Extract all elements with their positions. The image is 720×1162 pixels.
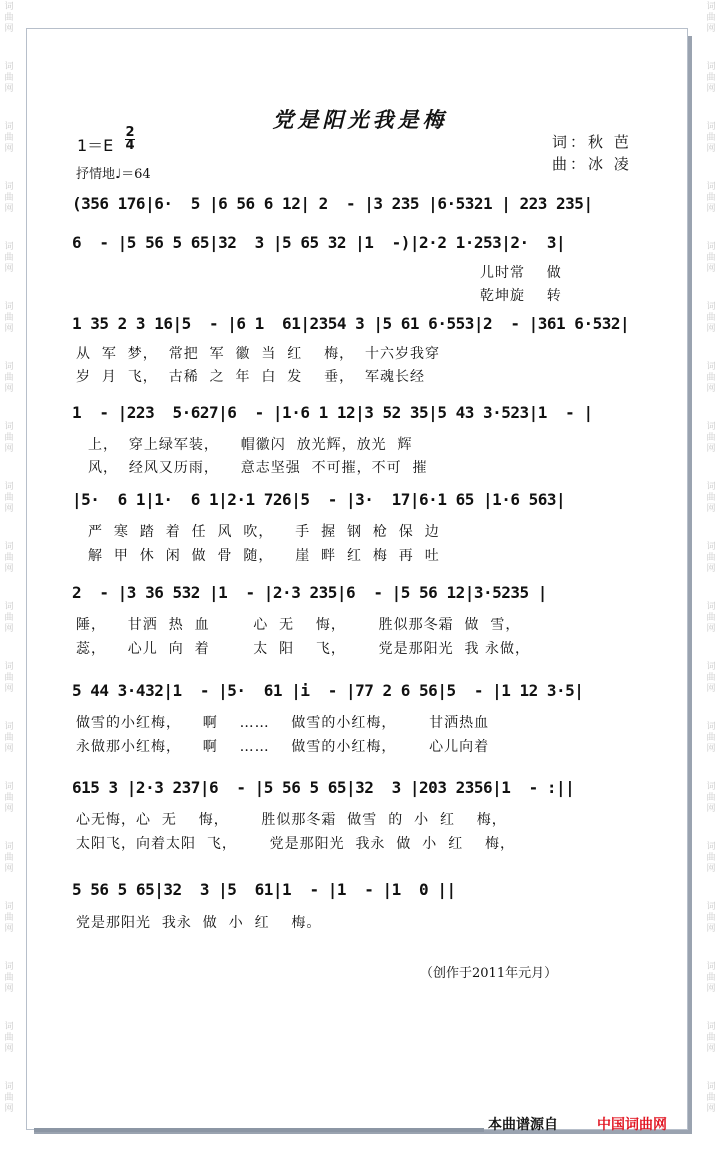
watermark-char: 网 [4,84,14,94]
watermark-char: 曲 [706,553,716,563]
watermark-block [4,302,13,335]
watermark-char: 词 [4,842,14,852]
score-row-3-notes: 1 35 2 3 16|5 - |6 1 61|2354 3 |5 61 6·553|2 - |361 6·532| [72,314,630,333]
watermark-block [4,1022,13,1055]
score-row-2-lyric-1: 儿时常 做 [480,265,562,281]
watermark-char: 曲 [706,493,716,503]
watermark-char: 词 [4,542,14,552]
watermark-block [4,902,13,935]
watermark-char: 词 [4,422,14,432]
watermark-char: 词 [706,962,716,972]
watermark-char: 曲 [706,313,716,323]
watermark-char: 曲 [4,733,14,743]
watermark-char: 曲 [706,1093,716,1103]
watermark-block [4,482,13,515]
footer-divider [34,1128,484,1132]
watermark-block [706,62,715,95]
watermark-char: 曲 [4,193,14,203]
watermark-char: 网 [4,1044,14,1054]
watermark-strip-left [1,0,17,1162]
watermark-char: 曲 [706,13,716,23]
watermark-char: 词 [706,602,716,612]
watermark-char: 词 [4,1022,14,1032]
watermark-block [706,962,715,995]
score-row-2-notes: 6 - |5 56 5 65|32 3 |5 65 32 |1 -)|2·2 1·253|2· 3| [72,233,566,252]
watermark-block [706,782,715,815]
watermark-block [4,362,13,395]
footer-site-name: 中国词曲网 [597,1117,667,1133]
watermark-char: 曲 [4,373,14,383]
score-row-7-notes: 5 44 3·432|1 - |5· 61 |i - |77 2 6 56|5 - |1 12 3·5| [72,681,584,700]
watermark-block [4,242,13,275]
watermark-char: 曲 [4,553,14,563]
watermark-char: 词 [706,302,716,312]
watermark-char: 词 [706,62,716,72]
watermark-char: 网 [4,264,14,274]
watermark-char: 网 [706,384,716,394]
watermark-block [4,542,13,575]
watermark-char: 曲 [4,913,14,923]
watermark-char: 网 [706,924,716,934]
watermark-char: 曲 [706,613,716,623]
watermark-block [4,842,13,875]
watermark-block [706,302,715,335]
watermark-char: 网 [4,744,14,754]
watermark-char: 词 [706,782,716,792]
watermark-block [4,422,13,455]
watermark-char: 词 [706,362,716,372]
watermark-char: 词 [706,122,716,132]
watermark-char: 词 [706,182,716,192]
watermark-char: 词 [706,482,716,492]
watermark-block [4,782,13,815]
watermark-block [706,902,715,935]
score-row-5-lyric-2: 解 甲 休 闲 做 骨 随， 崖 畔 红 梅 再 吐 [88,548,440,564]
watermark-char: 词 [706,902,716,912]
watermark-char: 网 [706,1044,716,1054]
watermark-char: 曲 [4,13,14,23]
watermark-block [706,842,715,875]
watermark-char: 词 [4,362,14,372]
watermark-char: 曲 [4,253,14,263]
time-signature-bottom: 4 [125,138,135,153]
score-row-7-lyric-1: 做雪的小红梅， 啊 …… 做雪的小红梅， 甘洒热血 [76,715,490,731]
watermark-block [4,962,13,995]
watermark-block [4,62,13,95]
watermark-block [706,182,715,215]
watermark-char: 曲 [706,373,716,383]
watermark-char: 网 [4,804,14,814]
watermark-char: 曲 [706,253,716,263]
watermark-char: 曲 [4,433,14,443]
tempo-marking [76,163,151,182]
composer-credit: 曲：冰 凌 [552,155,632,173]
watermark-char: 词 [4,62,14,72]
watermark-char: 词 [4,902,14,912]
watermark-char: 网 [706,24,716,34]
watermark-block [4,602,13,635]
watermark-char: 曲 [4,793,14,803]
watermark-char: 网 [706,84,716,94]
watermark-char: 曲 [706,793,716,803]
watermark-char: 曲 [4,73,14,83]
watermark-char: 网 [4,444,14,454]
score-row-6-lyric-2: 蕊， 心儿 向 着 太 阳 飞， 党是那阳光 我 永做， [76,641,530,657]
watermark-char: 词 [4,182,14,192]
watermark-char: 曲 [706,433,716,443]
score-row-7-lyric-2: 永做那小红梅， 啊 …… 做雪的小红梅， 心儿向着 [76,739,490,755]
watermark-char: 词 [4,1082,14,1092]
watermark-char: 词 [706,2,716,12]
watermark-char: 曲 [4,493,14,503]
watermark-char: 网 [4,504,14,514]
watermark-char: 词 [706,242,716,252]
watermark-char: 网 [4,864,14,874]
score-row-8-notes: 615 3 |2·3 237|6 - |5 56 5 65|32 3 |203 2356|1 - :|| [72,778,575,797]
watermark-char: 曲 [4,1033,14,1043]
watermark-char: 词 [4,122,14,132]
key-signature: 1＝E [77,136,114,155]
watermark-char: 词 [706,662,716,672]
score-row-5-notes: |5· 6 1|1· 6 1|2·1 726|5 - |3· 17|6·1 65 |1·6 563| [72,490,566,509]
watermark-char: 曲 [706,193,716,203]
watermark-char: 曲 [706,913,716,923]
watermark-char: 网 [4,684,14,694]
score-row-3-lyric-1: 从 军 梦， 常把 军 徽 当 红 梅， 十六岁我穿 [76,346,441,362]
score-row-8-lyric-2: 太阳飞，向着太阳 飞， 党是那阳光 我永 做 小 红 梅， [76,836,516,852]
time-signature [124,127,136,152]
watermark-char: 词 [706,722,716,732]
watermark-char: 曲 [706,973,716,983]
score-row-6-lyric-1: 陲， 甘洒 热 血 心 无 悔， 胜似那冬霜 做 雪， [76,617,521,633]
watermark-block [4,2,13,35]
watermark-char: 词 [4,482,14,492]
watermark-char: 网 [4,924,14,934]
watermark-char: 曲 [706,733,716,743]
watermark-char: 词 [706,842,716,852]
watermark-char: 网 [4,324,14,334]
watermark-char: 网 [706,444,716,454]
watermark-char: 词 [4,782,14,792]
watermark-char: 曲 [4,973,14,983]
watermark-char: 网 [706,324,716,334]
watermark-char: 曲 [4,313,14,323]
watermark-char: 词 [4,962,14,972]
score-row-4-lyric-1: 上， 穿上绿军装， 帽徽闪 放光辉，放光 辉 [88,437,413,453]
footer-source-label: 本曲谱源自 [488,1117,558,1133]
tempo-text: 抒情地 [76,167,116,182]
watermark-char: 网 [4,624,14,634]
watermark-char: 网 [4,384,14,394]
watermark-char: 网 [706,504,716,514]
watermark-char: 词 [4,602,14,612]
lyricist-credit: 词：秋 芭 [552,133,632,151]
watermark-char: 曲 [4,133,14,143]
watermark-block [706,482,715,515]
watermark-char: 网 [706,804,716,814]
watermark-char: 网 [706,204,716,214]
score-row-5-lyric-1: 严 寒 踏 着 任 风 吹， 手 握 钢 枪 保 边 [88,524,440,540]
watermark-block [706,242,715,275]
watermark-block [4,182,13,215]
score-row-2-lyric-2: 乾坤旋 转 [480,288,562,304]
score-row-4-lyric-2: 风， 经风又历雨， 意志坚强 不可摧，不可 摧 [88,460,428,476]
watermark-strip-right [703,0,719,1162]
watermark-char: 网 [4,204,14,214]
time-signature-top: 2 [125,125,135,140]
watermark-block [706,662,715,695]
watermark-char: 词 [4,302,14,312]
watermark-char: 网 [706,144,716,154]
song-title: 党是阳光我是梅 [272,107,448,132]
watermark-char: 曲 [4,853,14,863]
score-row-9-lyric-1: 党是那阳光 我永 做 小 红 梅。 [76,915,322,931]
watermark-char: 词 [4,722,14,732]
watermark-char: 词 [706,422,716,432]
score-row-4-notes: 1 - |223 5·627|6 - |1·6 1 12|3 52 35|5 43 3·523|1 - | [72,403,593,422]
watermark-char: 词 [706,542,716,552]
watermark-char: 网 [4,144,14,154]
watermark-char: 曲 [706,1033,716,1043]
watermark-char: 词 [706,1082,716,1092]
watermark-char: 曲 [706,133,716,143]
score-row-8-lyric-1: 心无悔，心 无 悔， 胜似那冬霜 做雪 的 小 红 梅， [76,812,507,828]
watermark-char: 曲 [706,673,716,683]
watermark-char: 曲 [706,73,716,83]
watermark-char: 网 [706,744,716,754]
watermark-block [706,2,715,35]
watermark-char: 曲 [706,853,716,863]
watermark-block [4,662,13,695]
watermark-char: 词 [4,662,14,672]
watermark-char: 词 [706,1022,716,1032]
composition-date-note: （创作于2011年元月） [420,966,558,981]
watermark-char: 曲 [4,613,14,623]
watermark-char: 网 [4,1104,14,1114]
watermark-char: 网 [4,24,14,34]
watermark-char: 网 [706,864,716,874]
watermark-char: 网 [4,564,14,574]
score-row-6-notes: 2 - |3 36 532 |1 - |2·3 235|6 - |5 56 12|3·5235 | [72,583,547,602]
watermark-block [706,362,715,395]
watermark-char: 网 [706,264,716,274]
watermark-char: 网 [4,984,14,994]
watermark-char: 网 [706,984,716,994]
watermark-char: 曲 [4,673,14,683]
watermark-block [4,722,13,755]
watermark-block [706,542,715,575]
watermark-char: 网 [706,624,716,634]
watermark-char: 词 [4,242,14,252]
watermark-char: 曲 [4,1093,14,1103]
score-row-3-lyric-2: 岁 月 飞， 古稀 之 年 白 发 垂， 军魂长经 [76,369,426,385]
quarter-note-icon: ♩ [115,167,122,182]
tempo-value: ＝64 [121,167,151,182]
watermark-block [706,602,715,635]
watermark-char: 网 [706,684,716,694]
watermark-char: 词 [4,2,14,12]
watermark-block [706,1022,715,1055]
score-row-1-notes: (356 176|6· 5 |6 56 6 12| 2 - |3 235 |6·5321 | 223 235| [72,194,593,213]
score-row-9-notes: 5 56 5 65|32 3 |5 61|1 - |1 - |1 0 || [72,880,456,899]
watermark-char: 网 [706,1104,716,1114]
watermark-block [706,722,715,755]
watermark-block [4,1082,13,1115]
watermark-block [706,1082,715,1115]
watermark-char: 网 [706,564,716,574]
watermark-block [706,422,715,455]
